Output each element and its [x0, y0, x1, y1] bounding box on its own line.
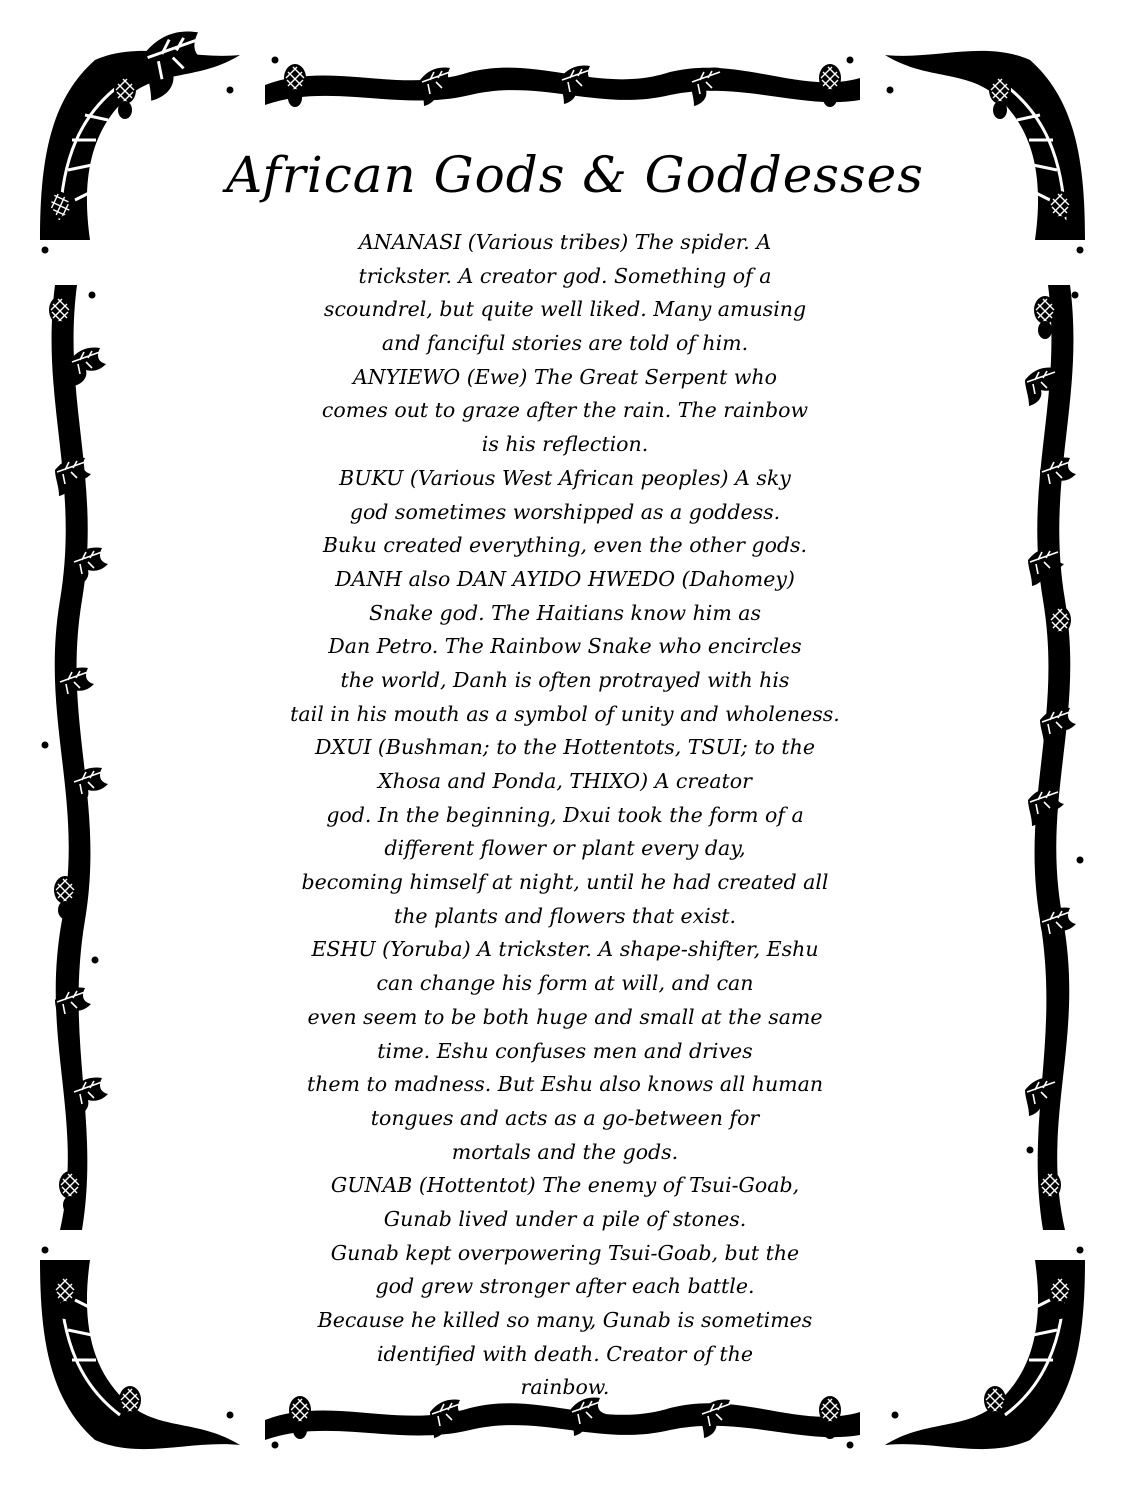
text-line: Buku created everything, even the other gods.: [322, 533, 808, 558]
text-line: GUNAB (Hottentot) The enemy of Tsui-Goab,: [330, 1173, 800, 1198]
text-line: ANYIEWO (Ewe) The Great Serpent who: [353, 364, 777, 389]
text-line: Gunab kept overpowering Tsui-Goab, but the: [330, 1240, 800, 1265]
text-line: time. Eshu confuses men and drives: [377, 1038, 753, 1063]
text-line: can change his form at will, and can: [376, 971, 754, 996]
text-line: DANH also DAN AYIDO HWEDO (Dahomey): [335, 566, 795, 591]
right-border-vine: [1025, 285, 1084, 1230]
left-border-vine: [42, 285, 109, 1230]
deity-list: [200, 226, 930, 1405]
text-line: Snake god. The Haitians know him as: [368, 600, 762, 625]
text-line: ANANASI (Various tribes) The spider. A: [358, 230, 772, 254]
text-line: ESHU (Yoruba) A trickster. A shape-shifter, Eshu: [311, 937, 819, 962]
page-title: African Gods & Goddesses: [226, 146, 924, 204]
text-line: BUKU (Various West African peoples) A sky: [339, 465, 791, 490]
text-line: DXUI (Bushman; to the Hottentots, TSUI; to the: [315, 735, 815, 760]
text-line: even seem to be both huge and small at the same: [307, 1004, 823, 1029]
top-border-band: [265, 57, 860, 108]
text-line: mortals and the gods.: [451, 1139, 679, 1164]
text-line: is his reflection.: [481, 432, 649, 457]
text-line: the world, Danh is often protrayed with his: [340, 667, 790, 692]
text-line: scoundrel, but quite well liked. Many amusing: [323, 297, 807, 322]
text-line: tongues and acts as a go-between for: [370, 1105, 760, 1130]
text-line: rainbow.: [520, 1375, 610, 1400]
text-line: different flower or plant every day,: [384, 836, 746, 861]
text-line: god. In the beginning, Dxui took the form of a: [326, 802, 804, 827]
text-line: becoming himself at night, until he had created all: [301, 870, 829, 895]
text-line: the plants and flowers that exist.: [393, 903, 736, 928]
text-line: Because he killed so many, Gunab is sometimes: [317, 1308, 813, 1332]
text-line: tail in his mouth as a symbol of unity and wholeness.: [290, 701, 840, 726]
text-line: trickster. A creator god. Something of a: [358, 263, 772, 288]
text-line: them to madness. But Eshu also knows all human: [306, 1072, 824, 1097]
text-line: god sometimes worshipped as a goddess.: [349, 499, 781, 524]
text-line: god grew stronger after each battle.: [375, 1274, 755, 1299]
text-line: comes out to graze after the rain. The rainbow: [321, 398, 809, 423]
text-line: Gunab lived under a pile of stones.: [383, 1206, 747, 1231]
text-line: identified with death. Creator of the: [376, 1341, 754, 1366]
text-line: Dan Petro. The Rainbow Snake who encircles: [328, 634, 802, 659]
text-line: Xhosa and Ponda, THIXO) A creator: [378, 769, 752, 793]
text-line: and fanciful stories are told of him.: [381, 331, 749, 356]
